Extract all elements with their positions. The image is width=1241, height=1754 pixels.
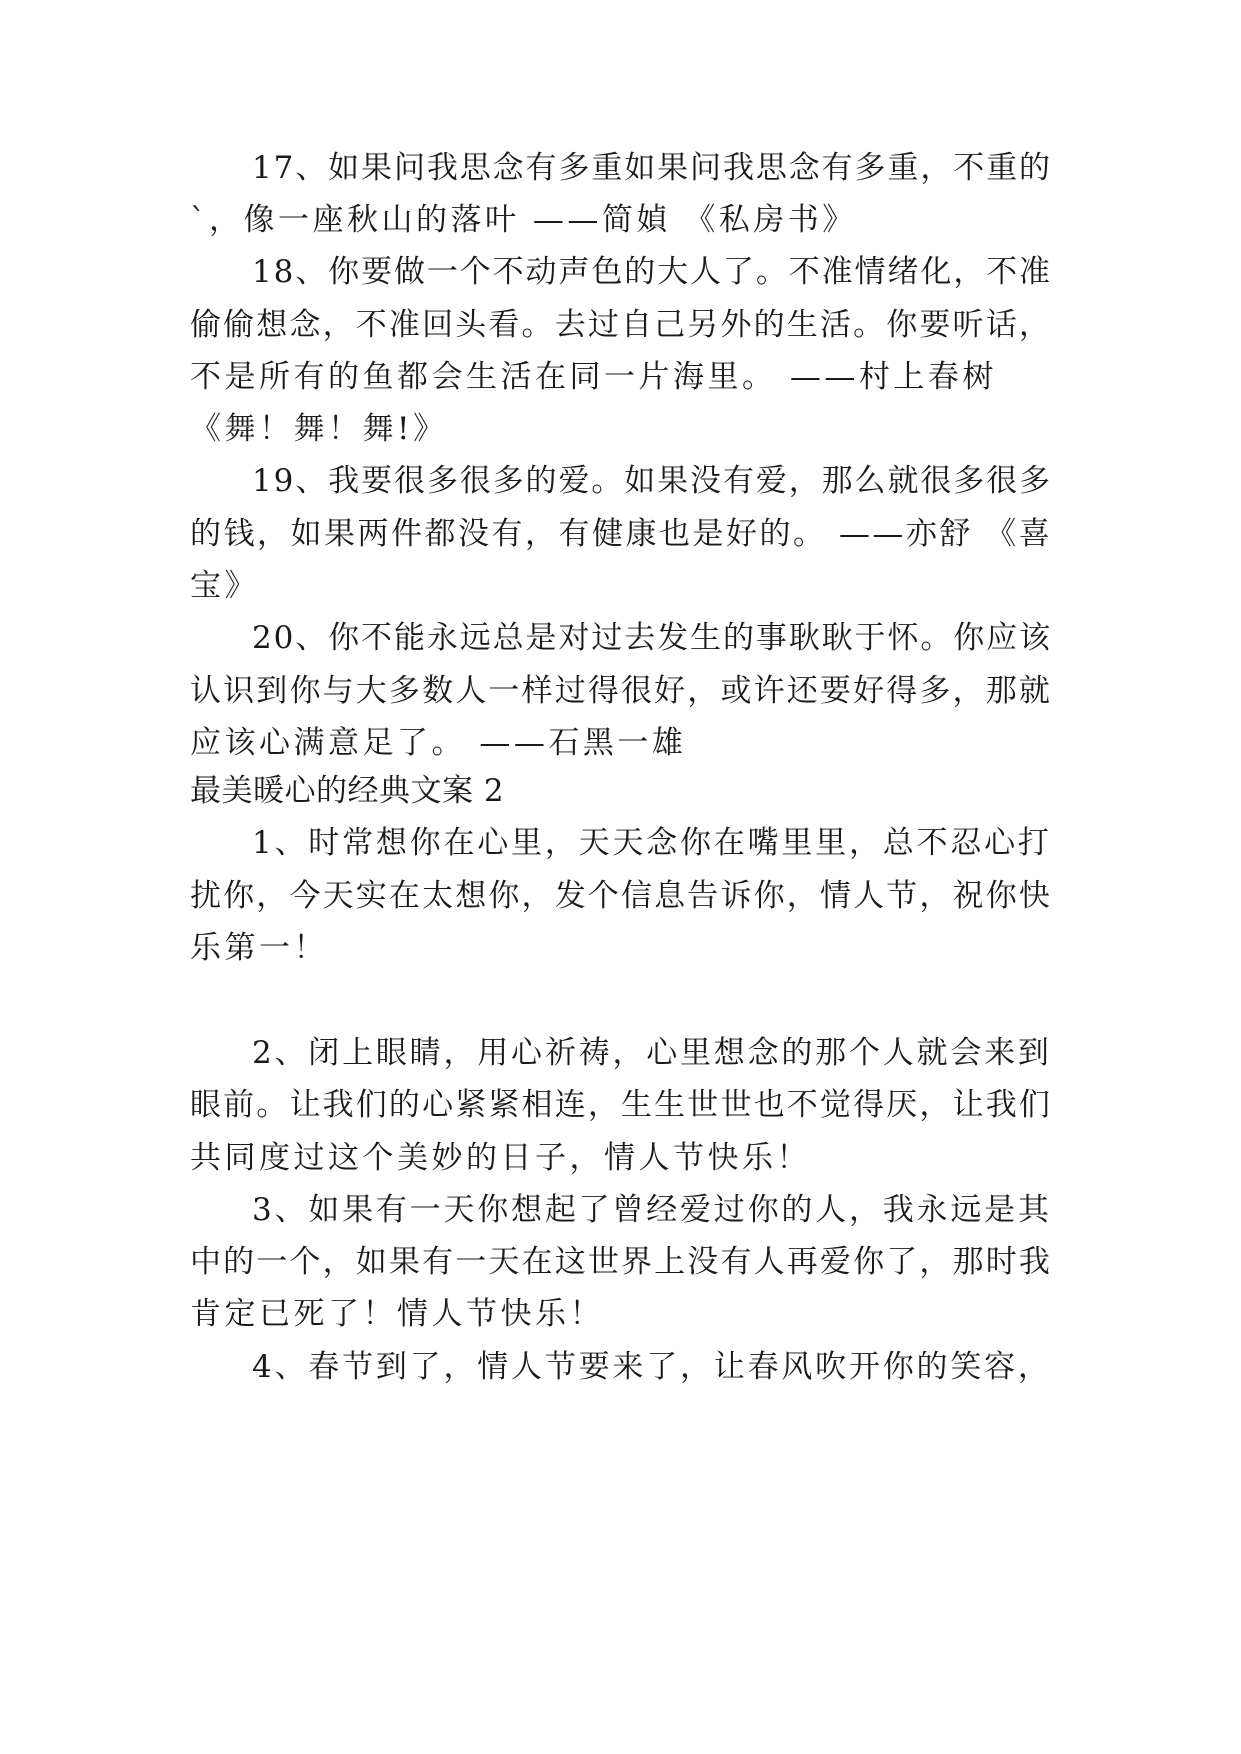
- text-line: 的钱，如果两件都没有，有健康也是好的。 ——亦舒 《喜: [190, 516, 1053, 552]
- text-line: 眼前。让我们的心紧紧相连，生生世世也不觉得厌，让我们: [190, 1087, 1052, 1123]
- text-line: 认识到你与大多数人一样过得很好，或许还要好得多，那就: [190, 673, 1052, 709]
- text-line: 4、春节到了，情人节要来了，让春风吹开你的笑容，: [252, 1349, 1052, 1385]
- text-line: 《舞！舞！舞!》: [190, 411, 448, 447]
- text-line: 乐第一！: [190, 930, 328, 966]
- text-line: 中的一个，如果有一天在这世界上没有人再爱你了，那时我: [190, 1244, 1052, 1280]
- text-line: 1、时常想你在心里，天天念你在嘴里里，总不忍心打: [252, 825, 1052, 861]
- text-line: 3、如果有一天你想起了曾经爱过你的人，我永远是其: [252, 1192, 1052, 1228]
- text-line: 宝》: [190, 568, 259, 604]
- text-line: 20、你不能永远总是对过去发生的事耿耿于怀。你应该: [252, 620, 1052, 656]
- text-line: 应该心满意足了。 ——石黑一雄: [190, 725, 687, 761]
- text-line: 共同度过这个美妙的日子，情人节快乐！: [190, 1140, 811, 1176]
- text-line: 不是所有的鱼都会生活在同一片海里。 ——村上春树: [190, 359, 997, 395]
- text-line: 19、我要很多很多的爱。如果没有爱，那么就很多很多: [252, 463, 1052, 499]
- section-heading: 最美暖心的经典文案 2: [190, 773, 505, 809]
- text-line: 18、你要做一个不动声色的大人了。不准情绪化，不准: [252, 254, 1052, 290]
- text-line: 扰你，今天实在太想你，发个信息告诉你，情人节，祝你快: [190, 878, 1052, 914]
- text-line: 2、闭上眼睛，用心祈祷，心里想念的那个人就会来到: [252, 1035, 1052, 1071]
- text-line: `，像一座秋山的落叶 ——简媜 《私房书》: [190, 202, 857, 238]
- text-line: 偷偷想念，不准回头看。去过自己另外的生活。你要听话，: [190, 307, 1052, 343]
- text-line: 17、如果问我思念有多重如果问我思念有多重，不重的: [252, 150, 1052, 186]
- text-line: 肯定已死了！情人节快乐！: [190, 1296, 604, 1332]
